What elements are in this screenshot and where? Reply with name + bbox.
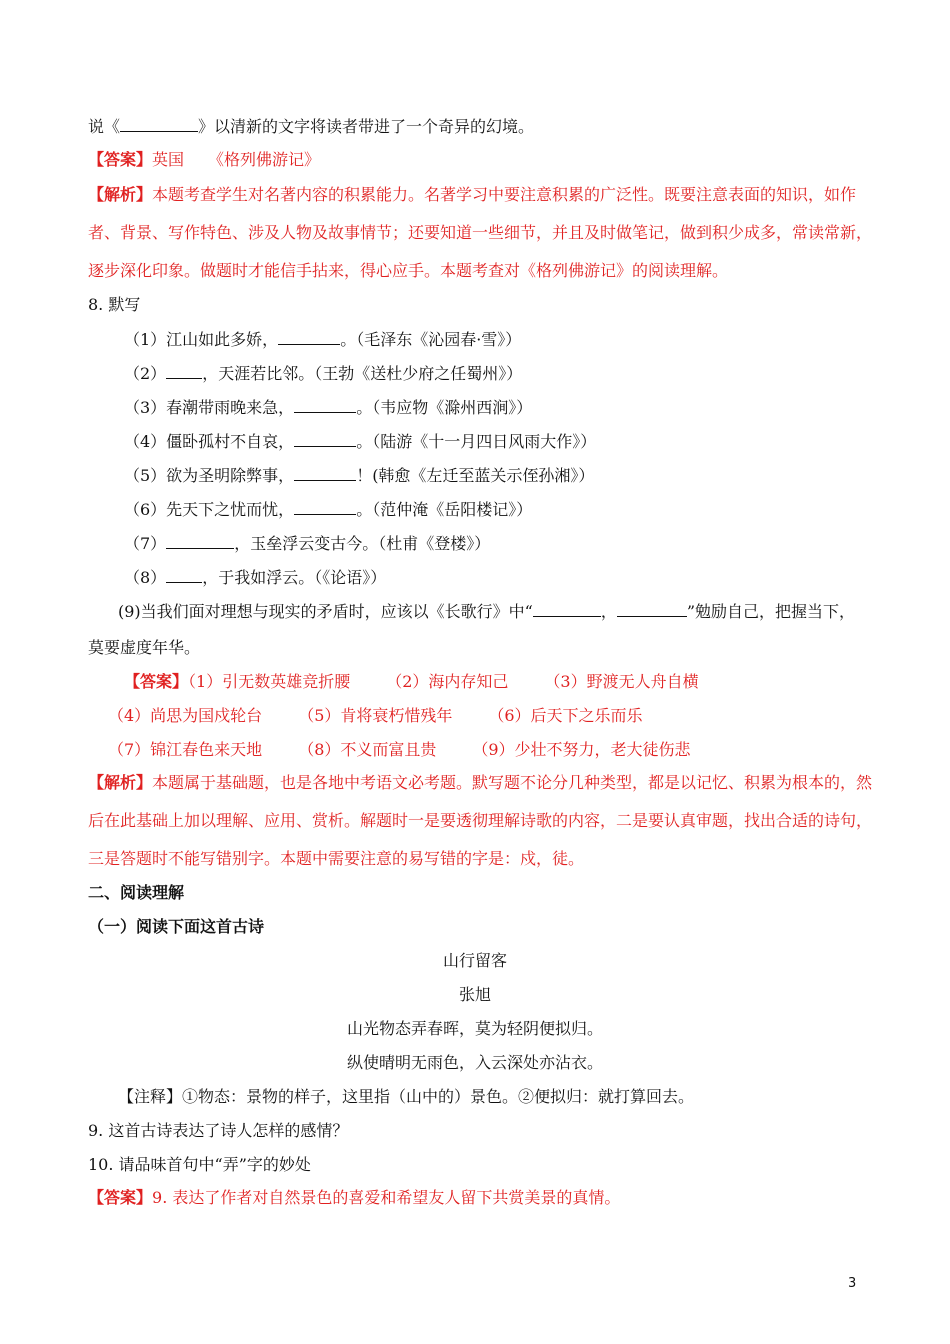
answer-text: 9. 表达了作者对自然景色的喜爱和希望友人留下共赏美景的真情。 [152,1188,621,1207]
explanation-label: 【解析】 [88,773,153,792]
item-suffix: ，玉垒浮云变古今。（杜甫《登楼》） [234,534,491,553]
fill-blank [278,328,340,345]
answer-9 [88,1187,620,1209]
answer-item: （9）少壮不努力，老大徒伤悲 [472,740,691,759]
explanation-7-line1 [88,184,856,206]
answer-item: （3）野渡无人舟自横 [544,672,699,691]
answer-item: （6）后天下之乐而乐 [488,706,643,725]
explanation-8-line2: 后在此基础上加以理解、应用、赏析。解题时一是要透彻理解诗歌的内容，二是要认真审题，找出合适的诗句， [88,811,873,830]
fill-blank [166,362,202,379]
poem-note: 【注释】①物态：景物的样子，这里指（山中的）景色。②便拟归：就打算回去。 [118,1087,695,1106]
answer-item: （8）不义而富且贵 [298,740,437,759]
answer-item: （5）肯将衰朽惜残年 [298,706,453,725]
answer-label: 【答案】 [88,1188,153,1207]
answer-label: 【答案】 [88,150,153,169]
fill-blank [617,600,687,617]
fill-blank [533,600,601,617]
item-suffix: 。（陆游《十一月四日风雨大作》） [356,432,597,451]
item-prefix: (9)当我们面对理想与现实的矛盾时，应该以《长歌行》中“ [118,602,533,621]
intro-line [88,115,534,138]
dictation-item-3 [124,396,532,419]
question-8-title: 8. 默写 [88,295,141,314]
item-prefix: （2） [124,364,167,383]
answer-label: 【答案】 [124,672,189,691]
poem-author: 张旭 [458,985,491,1004]
question-9: 9. 这首古诗表达了诗人怎样的感情？ [88,1121,349,1140]
explanation-7-line2: 者、背景、写作特色、涉及人物及故事情节；还要知道一些细节，并且及时做笔记，做到积少成多，常读常新， [88,223,873,242]
answer-item: （2）海内存知己 [386,672,509,691]
answer-8-row1 [124,671,699,693]
item-separator: ， [600,602,617,621]
answer-8-row2 [108,705,643,727]
item-prefix: （4）僵卧孤村不自哀， [124,432,295,451]
dictation-item-8 [124,566,386,589]
dictation-item-4 [124,430,596,453]
item-suffix: ”勉励自己，把握当下， [686,602,856,621]
answer-text: 英国 《格列佛游记》 [152,150,321,169]
answer-8-row3 [108,739,691,761]
item-suffix: 。（毛泽东《沁园春·雪》） [340,330,522,349]
poem-line-1: 山光物态弄春晖，莫为轻阴便拟归。 [346,1019,603,1038]
answer-item: （7）锦江春色来天地 [108,740,263,759]
dictation-item-2 [124,362,522,385]
dictation-item-5 [124,464,594,487]
item-prefix: （8） [124,568,167,587]
question-10: 10. 请品味首句中“弄”字的妙处 [88,1155,311,1174]
section-title: 二、阅读理解 [88,883,185,902]
dictation-item-9 [118,600,855,623]
item-prefix: （7） [124,534,167,553]
item-suffix: ，于我如浮云。（《论语》） [202,568,387,587]
section-subtitle: （一）阅读下面这首古诗 [88,917,265,936]
poem-title: 山行留客 [442,951,507,970]
item-suffix: ！(韩愈《左迁至蓝关示侄孙湘》） [356,466,595,485]
explanation-8-line1 [88,772,872,794]
item-prefix: （1）江山如此多娇， [124,330,279,349]
item-suffix: ，天涯若比邻。（王勃《送杜少府之任蜀州》） [202,364,523,383]
fill-blank [166,566,202,583]
dictation-item-6 [124,498,532,521]
explanation-7-line3: 逐步深化印象。做题时才能信手拈来，得心应手。本题考查对《格列佛游记》的阅读理解。 [88,261,729,280]
answer-item: （4）尚思为国戍轮台 [108,706,263,725]
fill-blank [294,396,356,413]
intro-prefix: 说《 [88,117,121,136]
dictation-item-7 [124,532,490,555]
explanation-8-line3: 三是答题时不能写错别字。本题中需要注意的易写错的字是：戍，徒。 [88,849,585,868]
explanation-text: 本题属于基础题，也是各地中考语文必考题。默写题不论分几种类型，都是以记忆、积累为根本的，然 [152,773,873,792]
explanation-text: 本题考查学生对名著内容的积累能力。名著学习中要注意积累的广泛性。既要注意表面的知识，如作 [152,185,857,204]
poem-line-2: 纵使晴明无雨色，入云深处亦沾衣。 [346,1053,603,1072]
item-prefix: （5）欲为圣明除弊事， [124,466,295,485]
item-suffix: 。（韦应物《滁州西涧》） [356,398,533,417]
page-number: 3 [848,1276,857,1291]
answer-item: （1）引无数英雄竞折腰 [188,672,351,691]
fill-blank [294,498,356,515]
fill-blank [294,430,356,447]
item-suffix: 。（范仲淹《岳阳楼记》） [356,500,533,519]
item-prefix: （6）先天下之忧而忧， [124,500,295,519]
dictation-item-9-line2: 莫要虚度年华。 [88,638,201,657]
explanation-label: 【解析】 [88,185,153,204]
item-prefix: （3）春潮带雨晚来急， [124,398,295,417]
fill-blank [120,115,198,132]
fill-blank [294,464,356,481]
dictation-item-1 [124,328,521,351]
fill-blank [166,532,234,549]
intro-suffix: 》以清新的文字将读者带进了一个奇异的幻境。 [198,117,535,136]
answer-7 [88,149,320,171]
